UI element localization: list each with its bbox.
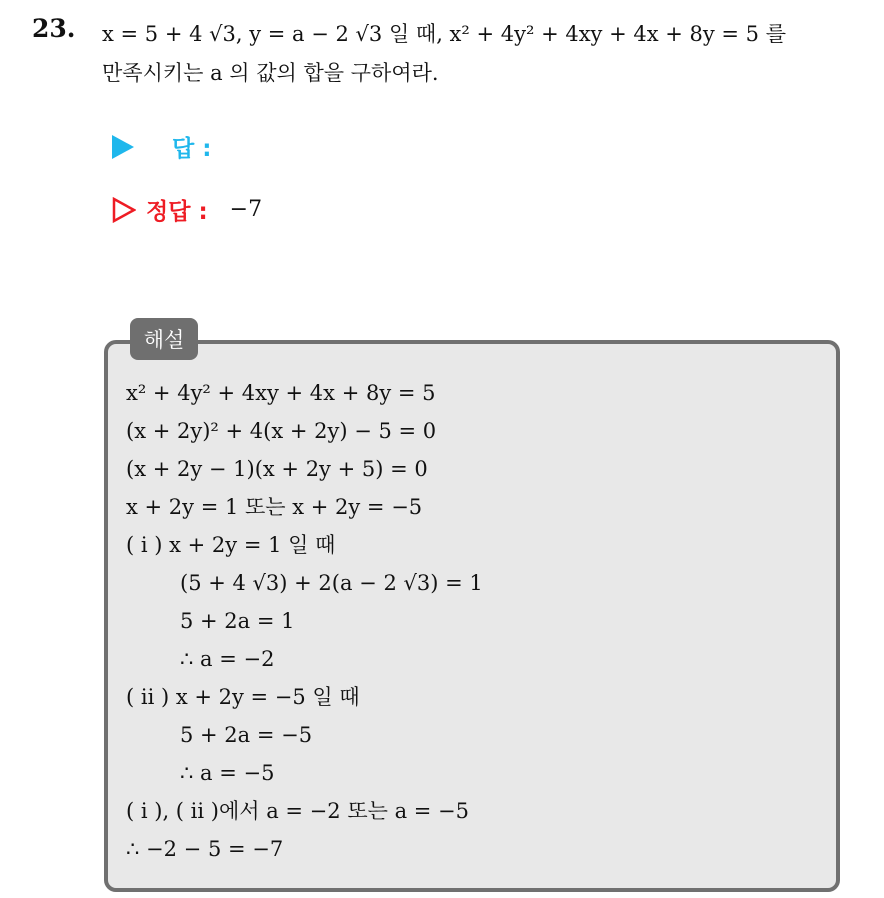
solution-line: x + 2y = 1 또는 x + 2y = −5 [126,495,423,519]
explanation-tab: 해설 [130,318,198,360]
correct-answer-value: −7 [229,197,263,222]
correct-answer-row [112,193,262,226]
solution-line: x² + 4y² + 4xy + 4x + 8y = 5 [126,381,436,405]
solution-line: ( ii ) x + 2y = −5 일 때 [126,685,360,709]
correct-answer-label: 정답 : [146,199,208,225]
question-number: 23. [32,14,76,43]
solution-line: ( i ), ( ii )에서 a = −2 또는 a = −5 [126,799,469,823]
answer-label: 답 : [172,136,212,162]
solution-line: ∴ −2 − 5 = −7 [126,837,284,861]
outline-triangle-icon [112,197,136,223]
solution-line: (x + 2y − 1)(x + 2y + 5) = 0 [126,457,428,481]
solution-line: 5 + 2a = −5 [180,723,313,747]
solution-line: ∴ a = −2 [180,647,275,671]
solution-line: (x + 2y)² + 4(x + 2y) − 5 = 0 [126,419,437,443]
solution-line: ( i ) x + 2y = 1 일 때 [126,533,336,557]
play-triangle-icon [112,135,134,159]
answer-row [112,130,233,163]
solution-line: ∴ a = −5 [180,761,275,785]
question-text-line-2: 만족시키는 a 의 값의 합을 구하여라. [102,61,439,85]
solution-line: (5 + 4 √3) + 2(a − 2 √3) = 1 [180,571,483,595]
question-text-line-1: x = 5 + 4 √3, y = a − 2 √3 일 때, x² + 4y² + 4xy + 4x + 8y = 5 를 [102,22,787,46]
solution-line: 5 + 2a = 1 [180,609,295,633]
